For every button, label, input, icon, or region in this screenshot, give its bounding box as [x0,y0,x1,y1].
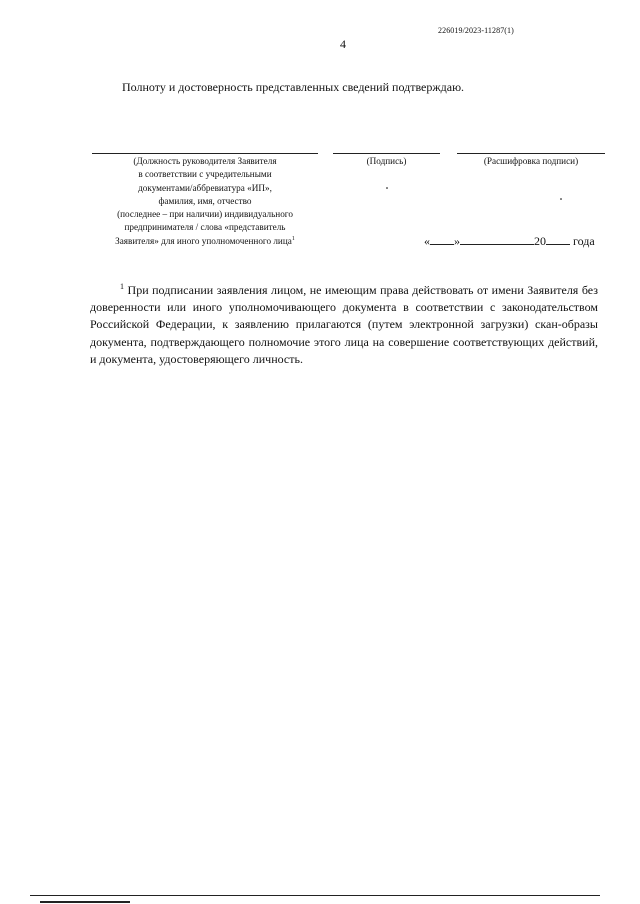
footnote-separator [40,901,130,903]
position-signature-line [92,153,318,154]
position-caption-line [92,235,318,248]
footnote-mark: 1 [120,282,124,291]
scan-speck [386,187,388,189]
transcript-caption: (Расшифровка подписи) [483,156,579,166]
date-line [424,234,595,249]
month-blank [460,234,534,245]
position-caption-line: документами/аббревиатура «ИП», [138,182,272,193]
year-suffix: года [573,234,595,248]
signature-line [333,153,440,154]
bottom-rule [30,895,600,896]
position-caption-line: в соответствии с учредительными [138,169,272,180]
year-prefix: 20 [534,234,546,248]
position-caption-line: фамилия, имя, отчество [158,195,252,206]
position-caption [92,155,318,248]
position-caption-line: (Должность руководителя Заявителя [133,156,277,166]
position-caption-line-text: Заявителя» для иного уполномоченного лица [115,235,292,246]
date-open-quote: « [424,234,430,248]
scan-speck [560,198,562,200]
footnote-reference: 1 [291,235,295,242]
footnote-text: При подписании заявления лицом, не имеющим права действовать от имени Заявителя без доверенности или иного уполномочивающего документа в соответствии с законодательством Российской Федерации, к заявлению прилагаются (путем электронной загрузки) скан-образы документа, подтверждающего полномочие этого лица на совершение соответствующих действий, и документа, удостоверяющего личность. [90,283,599,366]
day-blank [430,234,454,245]
date-close-quote: » [454,234,460,248]
document-number: 226019/2023-11287(1) [438,26,514,35]
position-caption-line: (последнее – при наличии) индивидуального [117,209,293,220]
footnote [90,282,598,368]
confirmation-text: Полноту и достоверность представленных сведений подтверждаю. [122,80,465,94]
page-number: 4 [340,37,346,51]
signature-caption: (Подпись) [366,156,407,166]
year-blank [546,234,570,245]
position-caption-line: предпринимателя / слова «представитель [124,222,286,233]
transcript-signature-line [457,153,605,154]
